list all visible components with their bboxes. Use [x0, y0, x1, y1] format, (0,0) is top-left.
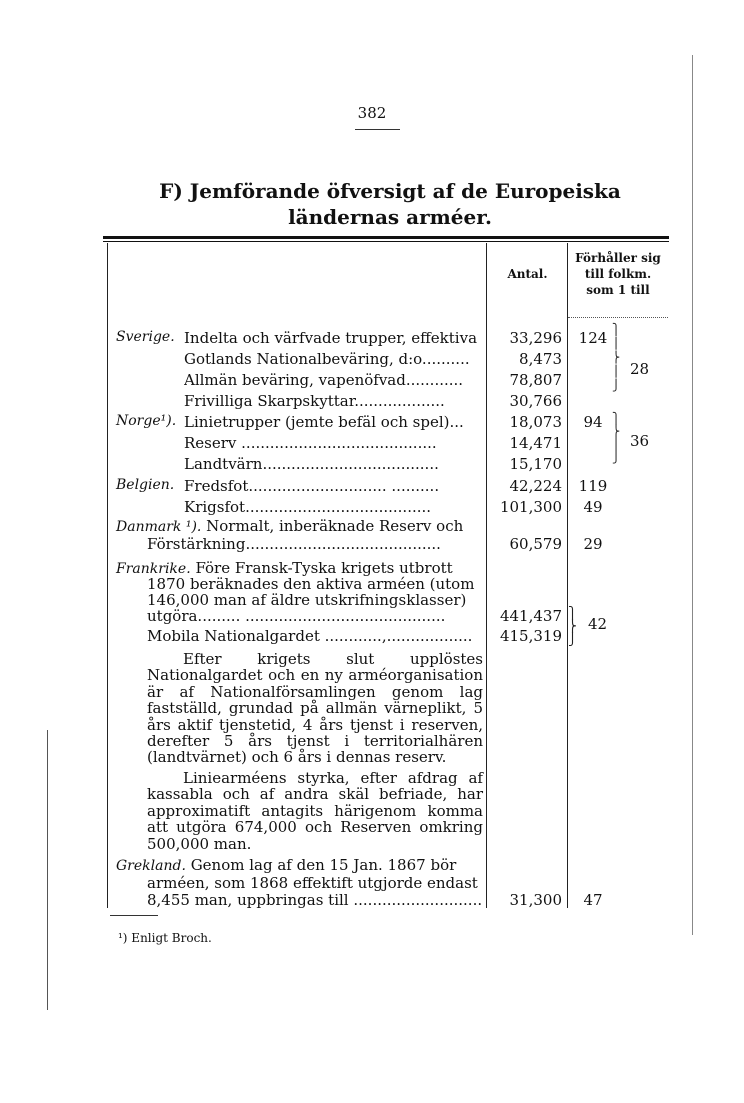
- row-label: Landtvärn.....................................: [184, 455, 439, 473]
- header-rule-thin: [103, 241, 669, 242]
- page-number: 382: [357, 104, 387, 122]
- frankrike-text-1: Före Fransk-Tyska krigets utbrott: [195, 559, 453, 577]
- page-number-rule: [355, 129, 400, 130]
- frankrike-paragraph-1: Efter krigets slut upplöstes Nationalgardet och en ny arméorganisation är af Nationalförsamlingen genom lag fastställd, grundad på allmän värneplikt, 5 års aktif tjenstetid, 4 års tjenst i reserven, derefter 5 års tjenst i territorialhären (landtvärnet) och 6 års i dennas reserv.: [147, 650, 483, 767]
- header-ratio: [568, 250, 668, 298]
- binding-mark: [47, 730, 48, 1010]
- row-number: 15,170: [509, 455, 562, 473]
- brace-sverige: ⎫ ⎪ ⎬ ⎪ ⎭: [612, 323, 621, 392]
- grekland-line-2: arméen, som 1868 effektift utgjorde endast: [147, 874, 478, 892]
- grekland-ratio: 47: [583, 891, 603, 909]
- frankrike-line-3: 146,000 man af äldre utskrifningsklasser): [147, 591, 467, 609]
- page-edge-line: [692, 55, 693, 935]
- brace-norge: ⎫ ⎬ ⎪ ⎭: [612, 412, 621, 464]
- danmark-ratio: 29: [583, 535, 603, 553]
- row-label: Reserv .........................................: [184, 434, 437, 452]
- grekland-text-1: Genom lag af den 15 Jan. 1867 bör: [190, 856, 457, 874]
- row-number: 33,296: [509, 329, 562, 347]
- row-ratio: 119: [578, 477, 608, 495]
- row-number: 42,224: [509, 477, 562, 495]
- row-ratio: 49: [583, 498, 603, 516]
- header-rule-thick: [103, 236, 669, 239]
- header-antal: Antal.: [507, 267, 548, 281]
- footnote-rule: [110, 915, 158, 916]
- row-number: 101,300: [499, 498, 562, 516]
- row-ratio: 124: [578, 329, 608, 347]
- row-number: 18,073: [509, 413, 562, 431]
- row-label: Allmän beväring, vapenöfvad............: [184, 371, 464, 389]
- row-number: 14,471: [509, 434, 562, 452]
- frankrike-line-5: Mobila Nationalgardet ............,..................: [147, 627, 473, 645]
- brace-frankrike: ⎫ ⎬ ⎭: [568, 606, 577, 646]
- row-label: Fredsfot............................. ..........: [184, 477, 440, 495]
- frankrike-line-2: 1870 beräknades den aktiva arméen (utom: [147, 575, 475, 593]
- country-label: Norge¹).: [116, 413, 177, 429]
- row-label: Gotlands Nationalbeväring, d:o..........: [184, 350, 470, 368]
- row-label: Indelta och värfvade trupper, effektiva: [184, 329, 478, 347]
- header-ratio-line-1: Förhåller sig: [575, 251, 661, 265]
- row-label: Krigsfot.......................................: [184, 498, 432, 516]
- frankrike-paragraph-2: Liniearméens styrka, efter afdrag af kassabla och af andra skäl befriade, har approximatift antagits härigenom komma att utgöra 674,000 och Reserven omkring 500,000 man.: [147, 769, 483, 853]
- row-number: 30,766: [509, 392, 562, 410]
- frankrike-num-2: 415,319: [499, 627, 562, 645]
- row-label: Linietrupper (jemte befäl och spel)...: [184, 413, 464, 431]
- footnote: ¹) Enligt Broch.: [118, 931, 212, 945]
- header-bottom-rule: [568, 317, 668, 318]
- row-label: Frivilliga Skarpskyttar...................: [184, 392, 445, 410]
- grekland-line-1: [116, 856, 456, 875]
- frankrike-num-1: 441,437: [499, 607, 562, 625]
- brace-value-sverige: 28: [630, 360, 650, 378]
- country-frankrike: Frankrike.: [116, 561, 191, 577]
- header-ratio-line-2: till folkm.: [584, 267, 652, 281]
- column-divider-2: [567, 243, 568, 908]
- country-label: Belgien.: [116, 477, 175, 493]
- row-number: 8,473: [519, 350, 562, 368]
- table-left-border: [107, 243, 108, 908]
- brace-value-norge: 36: [630, 432, 650, 450]
- country-danmark: Danmark ¹).: [116, 519, 202, 535]
- brace-value-frankrike: 42: [588, 615, 608, 633]
- header-ratio-line-3: som 1 till: [586, 283, 650, 297]
- grekland-line-3: 8,455 man, uppbringas till ...........................: [147, 891, 482, 909]
- danmark-line-2: Förstärkning.........................................: [147, 535, 441, 553]
- danmark-line-1: [116, 517, 463, 536]
- page-title: [100, 178, 680, 230]
- danmark-num: 60,579: [509, 535, 562, 553]
- title-line-1: F) Jemförande öfversigt af de Europeiska: [159, 179, 621, 203]
- grekland-num: 31,300: [509, 891, 562, 909]
- danmark-text-1: Normalt, inberäknade Reserv och: [206, 517, 464, 535]
- title-line-2: ländernas arméer.: [288, 205, 492, 229]
- country-grekland: Grekland.: [116, 858, 186, 874]
- row-number: 78,807: [509, 371, 562, 389]
- row-ratio: 94: [583, 413, 603, 431]
- country-label: Sverige.: [116, 329, 175, 345]
- frankrike-line-4: utgöra......... ..........................................: [147, 607, 446, 625]
